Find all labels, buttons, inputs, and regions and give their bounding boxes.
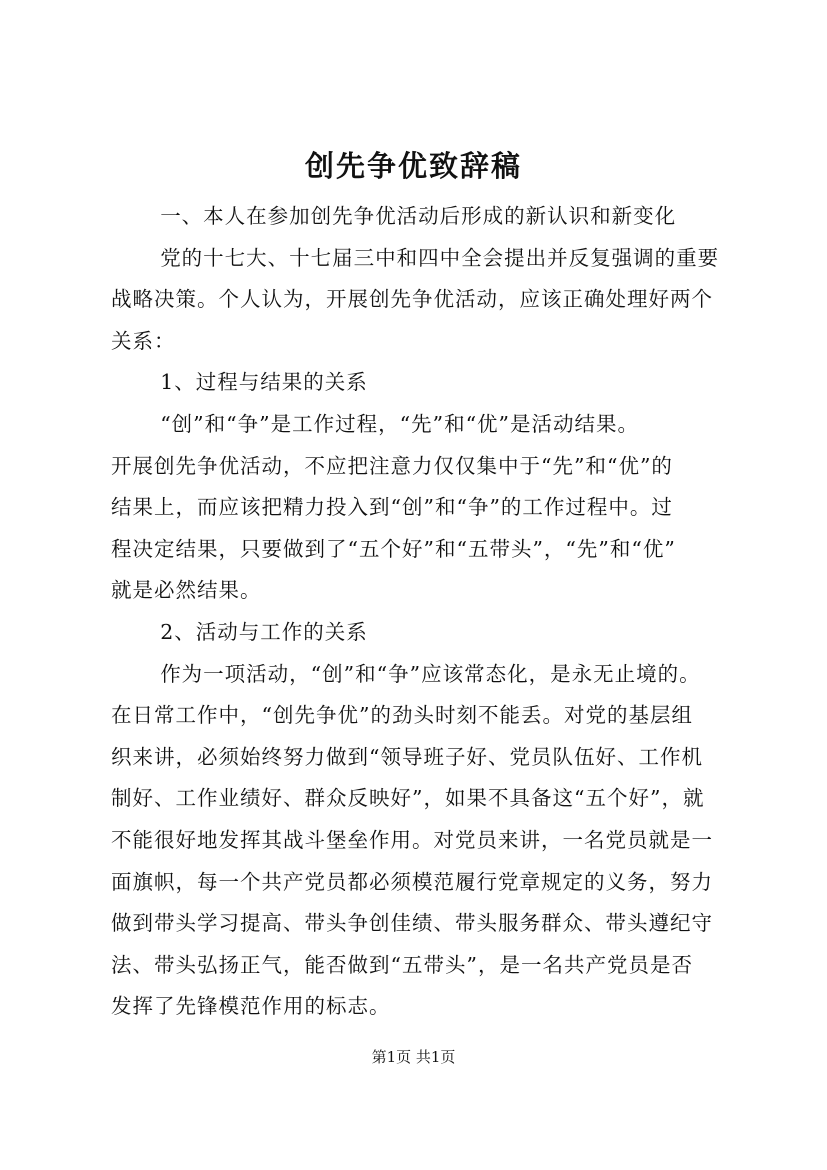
paragraph-intro: 党的十七大、十七届三中和四中全会提出并反复强调的重要 战略决策。个人认为，开展创先争优活动，应该正确处理好两个 关系：	[111, 245, 720, 353]
subsection-heading-activity-work: 2、活动与工作的关系	[160, 619, 368, 644]
paragraph-activity-work: 作为一项活动，“创”和“争”应该常态化，是永无止境的。 在日常工作中，“创先争优”的劲头时刻不能丢。对党的基层组 织来讲，必须始终努力做到“领导班子好、党员队伍好、工作机 制好、工作业绩好、群众反映好”，如果不具备这“五个好”，就 不能很好地发挥其战斗堡垒作用。对党员来讲，一名党员就是一 面旗帜，每一个共产党员都必须模范履行党章规定的义务，努力 做到带头学习提高、带头争创佳绩、带头服务群众、带头遵纪守 法、带头弘扬正气，能否做到“五带头”，是一名共产党员是否 发挥了先锋模范作用的标志。	[111, 661, 713, 1019]
paragraph-process-result: “创”和“争”是工作过程，“先”和“优”是活动结果。 开展创先争优活动，不应把注意力仅仅集中于“先”和“优”的 结果上，而应该把精力投入到“创”和“争”的工作过程中。过 程决定结果，只要做到了“五个好”和“五带头”，“先”和“优” 就是必然结果。	[111, 411, 676, 603]
subsection-heading-process-result: 1、过程与结果的关系	[160, 370, 368, 395]
page-number-footer: 第1页 共1页	[371, 1048, 456, 1066]
section-heading-1: 一、本人在参加创先争优活动后形成的新认识和新变化	[160, 204, 677, 228]
document-body	[111, 196, 747, 1028]
document-title: 创先争优致辞稿	[304, 149, 522, 183]
